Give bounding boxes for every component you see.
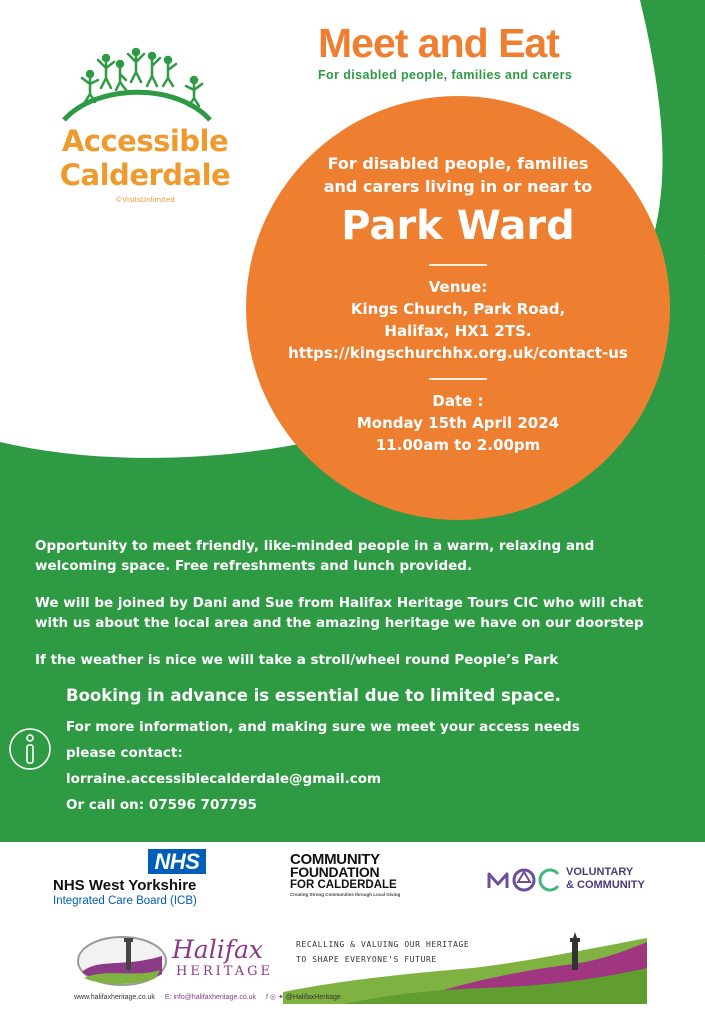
logo-copyright: ©VisitsUnlimited: [115, 196, 175, 204]
heritage-word: HERITAGE: [176, 964, 273, 979]
p2-line-1: We will be joined by Dani and Sue from Halifax Heritage Tours CIC who will chat: [35, 595, 644, 611]
event-description: [35, 536, 675, 687]
vc-line-1: VOLUNTARY: [566, 866, 634, 878]
accessible-calderdale-logo: [40, 124, 250, 204]
heritage-email[interactable]: E: info@halifaxheritage.co.uk: [164, 994, 257, 1001]
cf-line-1: COMMUNITY: [290, 851, 380, 868]
halifax-heritage-emblem-icon: [76, 934, 168, 988]
description-paragraph-1: [35, 536, 675, 576]
cf-line-3: FOR CALDERDALE: [290, 879, 397, 891]
description-paragraph-3: [35, 650, 675, 670]
event-date: Monday 15th April 2024: [356, 414, 560, 432]
p1-line-2: welcoming space. Free refreshments and lunch provided.: [35, 558, 473, 574]
booking-heading: Booking in advance is essential due to limited space.: [66, 686, 561, 705]
vc-line-2: & COMMUNITY: [566, 878, 645, 891]
event-details: [258, 152, 658, 456]
event-title: Meet and Eat: [318, 20, 559, 66]
divider: [429, 378, 487, 380]
event-time: 11.00am to 2.00pm: [375, 436, 541, 454]
nhs-icb: Integrated Care Board (ICB): [53, 895, 197, 907]
heritage-name: Halifax: [172, 935, 263, 964]
ward-name: Park Ward: [341, 203, 575, 249]
venue-line-2: Halifax, HX1 2TS.: [384, 322, 532, 340]
divider: [429, 264, 487, 266]
cf-line-2: FOUNDATION: [290, 864, 380, 880]
nhs-name: NHS West Yorkshire: [53, 877, 197, 894]
community-foundation-logo: [290, 853, 400, 898]
p2-line-2: with us about the local area and the amazing heritage we have on our doorstep: [35, 615, 644, 631]
booking-info: [66, 684, 580, 818]
nhs-badge: NHS: [148, 849, 206, 874]
venue-url[interactable]: https://kingschurchhx.org.uk/contact-us: [288, 344, 628, 362]
people-on-hill-icon: [56, 44, 216, 124]
banner-line-1: RECALLING & VALUING OUR HERITAGE: [296, 940, 470, 949]
contact-line-2: please contact:: [66, 745, 183, 761]
venue-line-1: Kings Church, Park Road,: [350, 300, 566, 318]
contact-line-1: For more information, and making sure we meet your access needs: [66, 719, 580, 735]
audience-line-1: For disabled people, families: [327, 154, 589, 173]
p3-line: If the weather is nice we will take a stroll/wheel round People’s Park: [35, 652, 559, 668]
p1-line-1: Opportunity to meet friendly, like-minded people in a warm, relaxing and: [35, 538, 595, 554]
contact-email[interactable]: lorraine.accessiblecalderdale@gmail.com: [66, 771, 382, 787]
contact-phone: Or call on: 07596 707795: [66, 797, 257, 813]
heritage-handle[interactable]: @HalifaxHeritage: [285, 994, 341, 1001]
logo-line-2: Calderdale: [59, 158, 231, 192]
description-paragraph-2: [35, 593, 675, 633]
cf-tagline: Creating Strong Communities through Local Giving: [290, 892, 401, 897]
social-media-icons[interactable]: f ◎ ✦: [266, 994, 284, 1001]
heritage-footer: [74, 993, 341, 1001]
audience-line-2: and carers living in or near to: [323, 177, 593, 196]
logo-line-1: Accessible: [61, 124, 229, 158]
info-icon: [8, 718, 52, 780]
voluntary-community-logo: [566, 866, 645, 891]
voluntary-community-icon: [486, 866, 564, 894]
banner-line-2: TO SHAPE EVERYONE'S FUTURE: [296, 955, 437, 964]
date-label: Date :: [432, 392, 484, 410]
heritage-website[interactable]: www.halifaxheritage.co.uk: [74, 994, 155, 1001]
event-subtitle: For disabled people, families and carers: [318, 68, 573, 82]
venue-label: Venue:: [428, 278, 488, 296]
